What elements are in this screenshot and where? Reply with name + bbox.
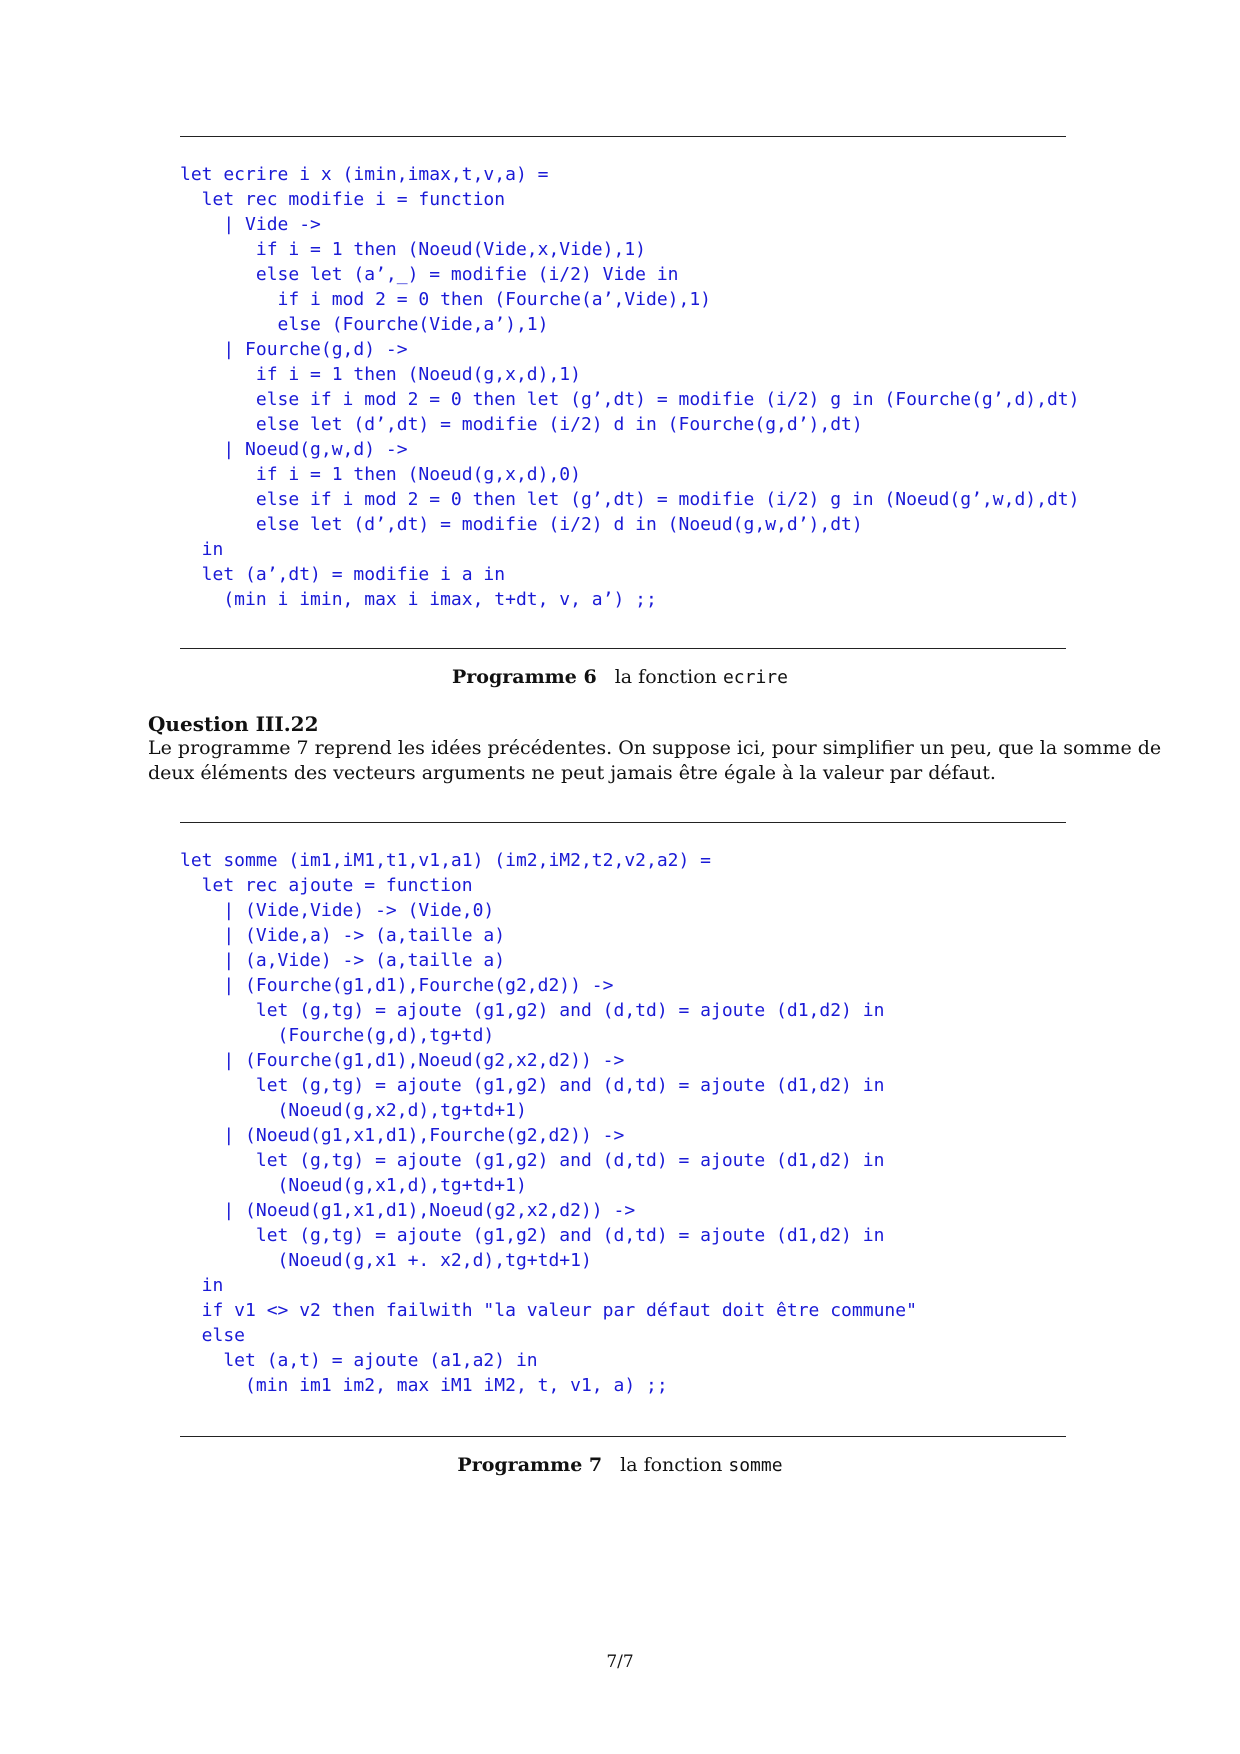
code-line: | (Fourche(g1,d1),Fourche(g2,d2)) -> [180, 975, 614, 996]
code-line: in [180, 1275, 224, 1296]
code-line: else let (d’,dt) = modifie (i/2) d in (Noeud(g,w,d’),dt) [180, 514, 863, 535]
program6-bottom-rule [180, 648, 1066, 649]
code-line: | (Vide,Vide) -> (Vide,0) [180, 900, 495, 921]
code-line: (min im1 im2, max iM1 iM2, t, v1, a) ;; [180, 1375, 668, 1396]
code-line: else if i mod 2 = 0 then let (g’,dt) = modifie (i/2) g in (Noeud(g’,w,d),dt) [180, 489, 1080, 510]
code-line: if i = 1 then (Noeud(Vide,x,Vide),1) [180, 239, 646, 260]
code-line: | (Noeud(g1,x1,d1),Fourche(g2,d2)) -> [180, 1125, 625, 1146]
code-line: if i = 1 then (Noeud(g,x,d),1) [180, 364, 581, 385]
page-number: 7/7 [606, 1652, 634, 1672]
code-line: else (Fourche(Vide,a’),1) [180, 314, 549, 335]
code-line: let (g,tg) = ajoute (g1,g2) and (d,td) = ajoute (d1,d2) in [180, 1000, 885, 1021]
code-line: in [180, 539, 224, 560]
code-line: | Noeud(g,w,d) -> [180, 439, 408, 460]
code-line: else let (d’,dt) = modifie (i/2) d in (Fourche(g,d’),dt) [180, 414, 863, 435]
program6-top-rule [180, 136, 1066, 137]
code-line: let ecrire i x (imin,imax,t,v,a) = [180, 164, 549, 185]
code-line: let (a,t) = ajoute (a1,a2) in [180, 1350, 538, 1371]
code-line: (Noeud(g,x1 +. x2,d),tg+td+1) [180, 1250, 592, 1271]
program6-caption-text: la fonction [614, 666, 723, 688]
code-line: | (a,Vide) -> (a,taille a) [180, 950, 506, 971]
code-line: | Fourche(g,d) -> [180, 339, 408, 360]
code-line: let rec modifie i = function [180, 189, 506, 210]
program7-caption-label: Programme 7 [457, 1454, 603, 1476]
code-line: else if i mod 2 = 0 then let (g’,dt) = modifie (i/2) g in (Fourche(g’,d),dt) [180, 389, 1080, 410]
code-line: let rec ajoute = function [180, 875, 473, 896]
program6-caption-code: ecrire [722, 667, 788, 688]
program7-code-block [180, 848, 917, 1398]
code-line: (Noeud(g,x2,d),tg+td+1) [180, 1100, 527, 1121]
program7-caption-text: la fonction [620, 1454, 729, 1476]
code-line: if i = 1 then (Noeud(g,x,d),0) [180, 464, 581, 485]
code-line: let (g,tg) = ajoute (g1,g2) and (d,td) = ajoute (d1,d2) in [180, 1075, 885, 1096]
program7-caption [0, 1454, 1240, 1476]
code-line: | (Noeud(g1,x1,d1),Noeud(g2,x2,d2)) -> [180, 1200, 636, 1221]
code-line: let (a’,dt) = modifie i a in [180, 564, 506, 585]
code-line: if v1 <> v2 then failwith "la valeur par défaut doit être commune" [180, 1300, 917, 1321]
code-line: if i mod 2 = 0 then (Fourche(a’,Vide),1) [180, 289, 712, 310]
code-line: | Vide -> [180, 214, 321, 235]
program7-caption-code: somme [728, 1455, 783, 1476]
program7-top-rule [180, 822, 1066, 823]
question-text-line: deux éléments des vecteurs arguments ne peut jamais être égale à la valeur par défaut. [148, 762, 996, 784]
code-line: else [180, 1325, 246, 1346]
code-line: (min i imin, max i imax, t+dt, v, a’) ;; [180, 589, 657, 610]
program7-bottom-rule [180, 1436, 1066, 1437]
code-line: let (g,tg) = ajoute (g1,g2) and (d,td) = ajoute (d1,d2) in [180, 1150, 885, 1171]
question-text-line: Le programme 7 reprend les idées précédentes. On suppose ici, pour simplifier un peu, que la somme de [148, 737, 1162, 759]
code-line: let (g,tg) = ajoute (g1,g2) and (d,td) = ajoute (d1,d2) in [180, 1225, 885, 1246]
code-line: let somme (im1,iM1,t1,v1,a1) (im2,iM2,t2,v2,a2) = [180, 850, 712, 871]
code-line: (Noeud(g,x1,d),tg+td+1) [180, 1175, 527, 1196]
program6-code-block [180, 162, 1079, 612]
code-line: (Fourche(g,d),tg+td) [180, 1025, 495, 1046]
code-line: | (Vide,a) -> (a,taille a) [180, 925, 506, 946]
question-text [148, 736, 1162, 786]
program6-caption-label: Programme 6 [452, 666, 597, 688]
program6-caption [0, 666, 1240, 688]
question-heading: Question III.22 [148, 712, 319, 736]
code-line: else let (a’,_) = modifie (i/2) Vide in [180, 264, 679, 285]
code-line: | (Fourche(g1,d1),Noeud(g2,x2,d2)) -> [180, 1050, 625, 1071]
